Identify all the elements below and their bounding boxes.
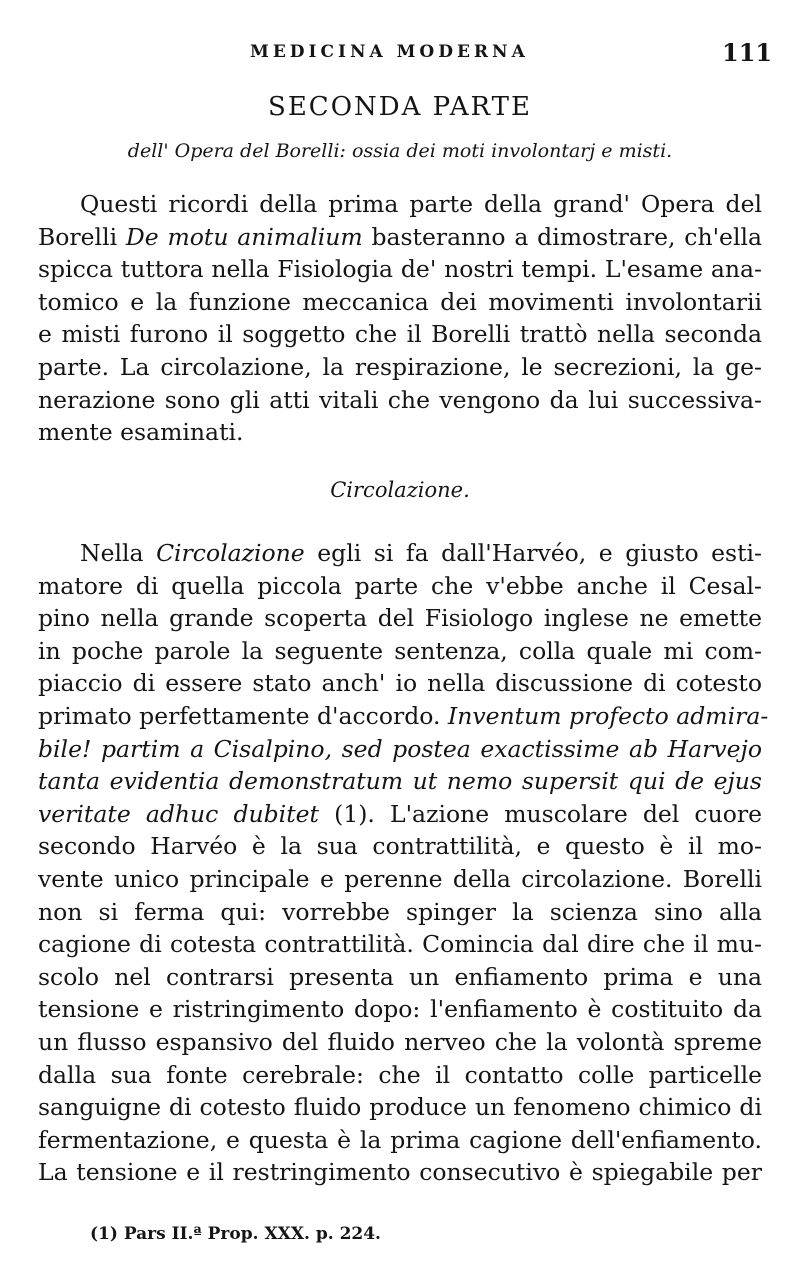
paragraph-2 bbox=[38, 537, 769, 1189]
text-line: tensione e ristringimento dopo: l'enfiamento è costituito da bbox=[38, 995, 762, 1024]
text-fragment: Nella bbox=[80, 539, 157, 567]
text-fragment: (1). L'azione muscolare del cuore bbox=[319, 799, 763, 828]
text-line bbox=[38, 765, 762, 798]
text-fragment: egli si fa dall'Harvéo, e giusto esti- bbox=[304, 539, 762, 567]
text-line: cagione di cotesta contrattilità. Comincia dal dire che il mu- bbox=[38, 930, 762, 959]
footnote: (1) Pars II.ª Prop. XXX. p. 224. bbox=[90, 1224, 381, 1244]
text-line bbox=[38, 700, 769, 733]
text-line bbox=[38, 798, 762, 831]
text-line: vente unico principale e perenne della circolazione. Borelli bbox=[38, 864, 762, 893]
latin-quote: bile! partim a Cisalpino, sed postea exactissime ab Harvejo bbox=[38, 734, 762, 763]
section-title: SECONDA PARTE bbox=[268, 92, 532, 122]
text-line: scolo nel contrarsi presenta un enfiamento prima e una bbox=[38, 962, 762, 991]
text-line: in poche parole la seguente sentenza, colla quale mi com- bbox=[38, 636, 762, 665]
text-line: spicca tuttora nella Fisiologia de' nostri tempi. L'esame ana- bbox=[38, 255, 762, 284]
paragraph-1 bbox=[38, 188, 762, 449]
running-head bbox=[0, 40, 800, 70]
text-line: tomico e la funzione meccanica dei movimenti involontarii bbox=[38, 287, 762, 316]
italic-term: Circolazione bbox=[156, 539, 305, 567]
text-line: Questi ricordi della prima parte della grand' Opera del bbox=[80, 190, 762, 218]
text-fragment: Borelli bbox=[38, 222, 126, 251]
latin-quote: tanta evidentia demonstratum ut nemo supersit qui de ejus bbox=[38, 767, 762, 796]
text-line bbox=[38, 733, 762, 766]
work-title: De motu animalium bbox=[125, 222, 363, 251]
text-line: un flusso espansivo del fluido nerveo che la volontà spreme bbox=[38, 1027, 762, 1056]
section-subtitle: dell' Opera del Borelli: ossia dei moti involontarj e misti. bbox=[127, 140, 673, 162]
text-line: fermentazione, e questa è la prima cagione dell'enfiamento. bbox=[38, 1125, 762, 1154]
text-line: La tensione e il restringimento consecutivo è spiegabile per bbox=[38, 1158, 762, 1187]
text-fragment: basteranno a dimostrare, ch'ella bbox=[362, 222, 763, 251]
text-line: e misti furono il soggetto che il Borelli trattò nella seconda bbox=[38, 320, 762, 349]
text-fragment: primato perfettamente d'accordo. bbox=[38, 701, 448, 730]
subheading: Circolazione. bbox=[330, 478, 470, 502]
text-line: secondo Harvéo è la sua contrattilità, e questo è il mo- bbox=[38, 832, 762, 861]
text-line: pino nella grande scoperta del Fisiologo inglese ne emette bbox=[38, 604, 762, 633]
text-line: mente esaminati. bbox=[38, 418, 244, 447]
text-line: parte. La circolazione, la respirazione, le secrezioni, la ge- bbox=[38, 352, 762, 381]
latin-quote: veritate adhuc dubitet bbox=[38, 799, 319, 828]
text-line: nerazione sono gli atti vitali che vengono da lui successiva- bbox=[38, 385, 762, 414]
text-line bbox=[38, 537, 762, 570]
text-line: sanguigne di cotesto fluido produce un fenomeno chimico di bbox=[38, 1093, 762, 1122]
text-line: non si ferma qui: vorrebbe spinger la scienza sino alla bbox=[38, 897, 762, 926]
text-line: matore di quella piccola parte che v'ebbe anche il Cesal- bbox=[38, 571, 762, 600]
text-line: dalla sua fonte cerebrale: che il contatto colle particelle bbox=[38, 1060, 762, 1089]
page-number: 111 bbox=[722, 38, 773, 67]
text-line: piaccio di essere stato anch' io nella discussione di cotesto bbox=[38, 669, 762, 698]
latin-quote: Inventum profecto admira- bbox=[447, 701, 769, 730]
text-line bbox=[38, 221, 762, 254]
running-title: MEDICINA MODERNA bbox=[250, 42, 529, 62]
